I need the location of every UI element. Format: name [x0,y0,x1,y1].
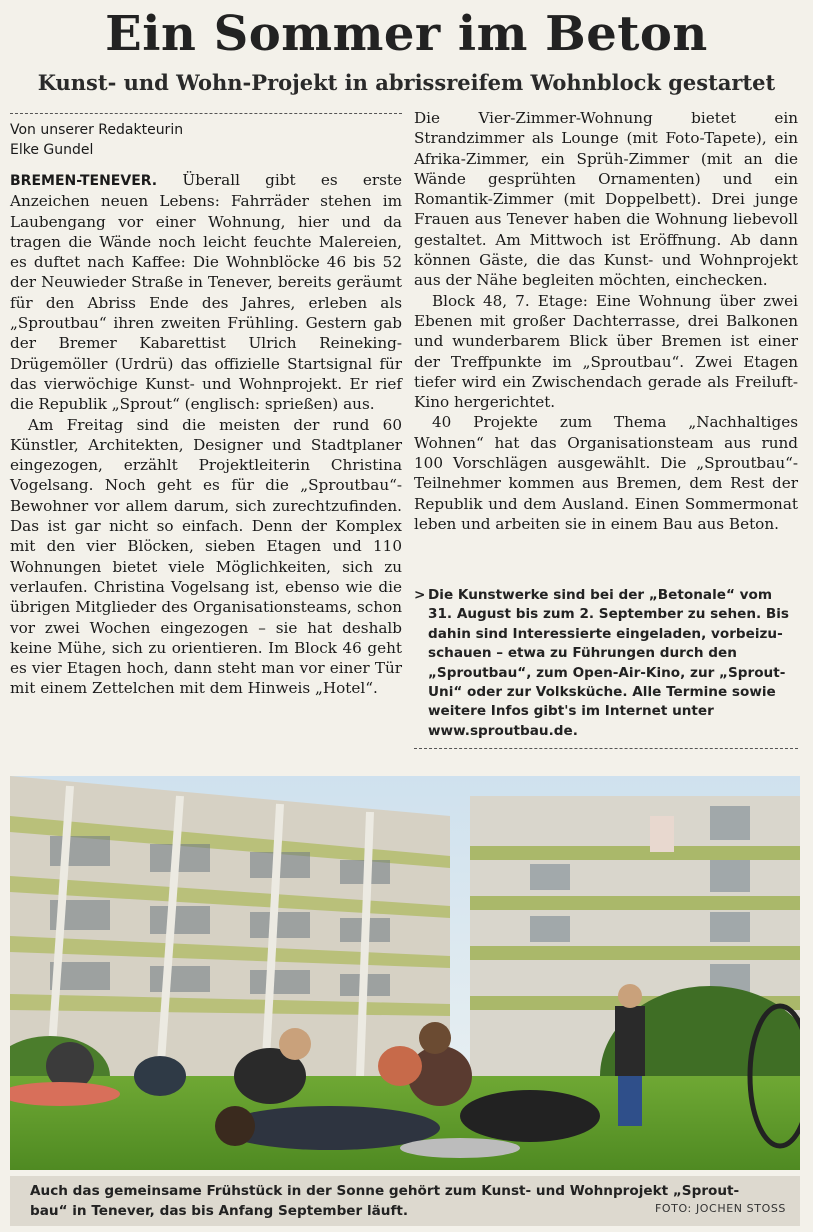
article-photo [10,776,800,1170]
caption-line: bau“ in Tenever, das bis Anfang September läuft. [30,1202,409,1219]
info-link[interactable]: www.sproutbau.de. [428,722,578,739]
info-line: > Die Kunstwerke sind bei der „Betonale“ vom [414,586,802,605]
byline-author: Elke Gundel [10,142,94,158]
info-line: Uni“ oder zur Volksküche. Alle Termine sowie [428,684,776,701]
paragraph: Am Freitag sind die meisten der rund 60 Künstler, Architekten, Designer und Stadtplaner eingezogen, erzählt Projektleiterin Christina Vogelsang. Noch geht es für die „Sproutbau“-Bewohner vor allem darum, sich zurechtzufinden. Das ist gar nicht so einfach. Denn der Komplex mit den vier Blöcken, sieben Etagen und 110 Wohnungen bietet viele Möglichkeiten, sich zu verlaufen. Christina Vogelsang ist, ebenso wie die übrigen Mitglieder des Organisationsteams, schon vor zwei Wochen eingezogen – sie hat deshalb keine Mühe, sich zu orientieren. Im Block 46 geht es vier Etagen hoch, dann steht man vor einer Tür mit einem Zettelchen mit dem Hinweis „Hotel“. [10,415,402,698]
byline-role: Von unserer Redakteurin [10,122,184,138]
info-box [414,586,802,741]
paragraph [10,170,402,415]
paragraph: Die Vier-Zimmer-Wohnung bietet ein Strandzimmer als Lounge (mit Foto-Tapete), ein Afrika-Zimmer, ein Sprüh-Zimmer (mit an die Wände gesprühten Ornamenten) und ein Romantik-Zimmer (mit Doppelbett). Drei junge Frauen aus Tenever haben die Wohnung liebevoll gestaltet. Am Mittwoch ist Eröffnung. Ab dann können Gäste, die das Kunst- und Wohnprojekt aus der Nähe begleiten möchten, einchecken. [414,109,798,290]
subheadline: Kunst- und Wohn-Projekt in abrissreifem Wohnblock gestartet [37,70,776,95]
photo-caption-box [10,1176,800,1226]
photo-illustration [10,776,800,1170]
dateline: BREMEN-TENEVER. [10,173,158,189]
info-line: schauen – etwa zu Führungen durch den [428,645,737,662]
article-column-1 [10,170,402,699]
caption-line: Auch das gemeinsame Frühstück in der Sonne gehört zum Kunst- und Wohnprojekt „Sprout- [30,1183,740,1199]
paragraph: Block 48, 7. Etage: Eine Wohnung über zwei Ebenen mit großer Dachterrasse, drei Balkonen und wunderbarem Blick über Bremen ist einer der Treffpunkte im „Sproutbau“. Zwei Etagen tiefer wird ein Zwischendach gerade als Freiluft-Kino hergerichtet. [414,291,798,412]
headline: Ein Sommer im Beton [105,6,708,62]
arrow-marker-icon: > [414,587,426,603]
info-line: dahin sind Interessierte eingeladen, vorbeizu- [428,625,783,642]
byline [10,120,400,160]
info-line: weitere Infos gibt's im Internet unter [428,703,714,720]
divider [10,113,402,114]
divider [414,748,798,749]
info-line: 31. August bis zum 2. September zu sehen. Bis [428,606,790,623]
info-line: „Sproutbau“, zum Open-Air-Kino, zur „Sprout- [428,664,786,681]
paragraph-text: Überall gibt es erste Anzeichen neuen Lebens: Fahrräder stehen im Laubengang vor einer Wohnung, hier und da tragen die Wände noch leicht feuchte Malereien, es duftet nach Kaffee: Die Wohnblöcke 46 bis 52 der Neuwieder Straße in Tenever, bereits geräumt für den Abriss Ende des Jahres, erleben als „Sproutbau“ ihren zweiten Frühling. Gestern gab der Bremer Kabarettist Ulrich Reineking-Drügemöller (Urdrü) das offizielle Startsignal für das vierwöchige Kunst- und Wohnprojekt. Er rief die Republik „Sprout“ (englisch: sprießen) aus. [10,171,402,414]
article-column-2 [414,108,798,534]
paragraph: 40 Projekte zum Thema „Nachhaltiges Wohnen“ hat das Organisationsteam aus rund 100 Vorschlägen ausgewählt. Die „Sproutbau“-Teilnehmer kommen aus Bremen, dem Rest der Republik und dem Ausland. Einen Sommermonat leben und arbeiten sie in einem Bau aus Beton. [414,413,798,533]
photo-credit: FOTO: JOCHEN STOSS [654,1202,786,1215]
